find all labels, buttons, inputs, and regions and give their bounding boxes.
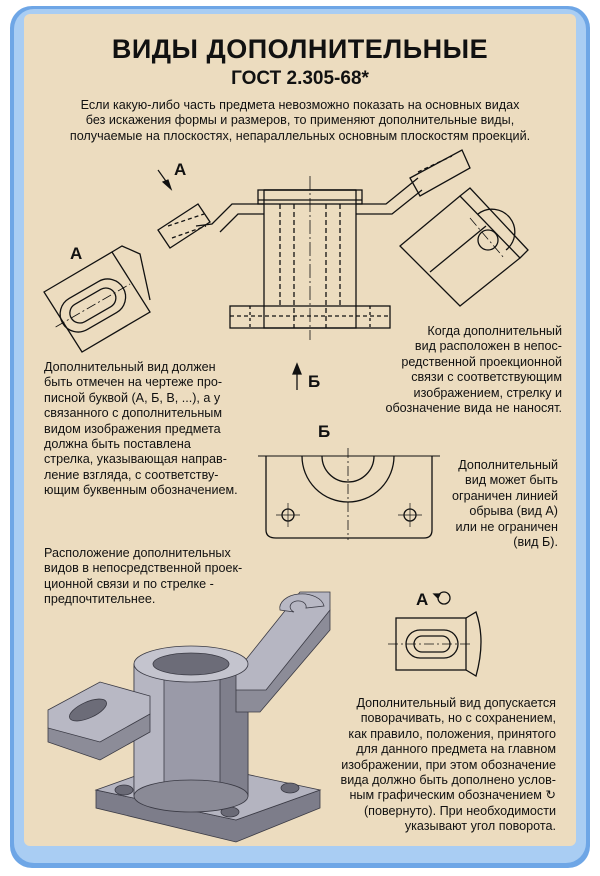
arrow-a-mark xyxy=(158,170,171,189)
note-line: быть отмечен на чертеже про- xyxy=(44,375,223,390)
note-line: писной буквой (А, Б, В, ...), а у xyxy=(44,390,221,405)
isometric-part-image xyxy=(48,592,330,842)
note-line: связанного с дополнительным xyxy=(44,406,222,421)
view-a-label: А xyxy=(70,244,83,263)
note-line: вид может быть xyxy=(465,473,558,488)
page-title: ВИДЫ ДОПОЛНИТЕЛЬНЫЕ xyxy=(111,34,489,64)
note-line: ющим буквенным обозначением. xyxy=(44,483,238,498)
arrow-a-label: А xyxy=(174,160,187,179)
intro-line: Если какую-либо часть предмета невозможно показать на основных видах xyxy=(80,98,520,112)
note-line: Когда дополнительный xyxy=(427,324,562,338)
note-line: (повернуто). При необходимости xyxy=(363,803,556,818)
note-placement xyxy=(44,546,274,608)
note-line: Расположение дополнительных xyxy=(44,546,231,560)
note-line: (вид Б). xyxy=(513,535,558,550)
note-line: ограничен линией xyxy=(451,488,558,503)
view-a-rotated-label: А xyxy=(416,590,429,609)
note-line: Дополнительный xyxy=(458,458,558,472)
note-line-text: ным графическим обозначением xyxy=(349,788,542,803)
note-line: или не ограничен xyxy=(455,519,558,534)
note-line: должна быть поставлена xyxy=(44,437,191,452)
note-line: ление взгляда, с соответству- xyxy=(44,467,219,482)
note-line: как правило, положения, принятого xyxy=(348,726,556,741)
note-line: Дополнительный вид допускается xyxy=(356,696,556,710)
note-line: редственной проекционной xyxy=(401,354,562,369)
note-line: стрелка, указывающая направ- xyxy=(44,452,227,467)
note-line: поворачивать, но с сохранением, xyxy=(360,711,556,726)
note-line: обрыва (вид А) xyxy=(469,504,558,519)
note-line: связи с соответствующим xyxy=(411,370,562,385)
note-line: видов в непосредственной проек- xyxy=(44,561,243,576)
view-b-drawing xyxy=(258,448,440,540)
view-a-rotated-drawing xyxy=(388,612,481,676)
note-line: изображением, стрелку и xyxy=(413,385,562,400)
page-subtitle: ГОСТ 2.305-68* xyxy=(231,68,369,89)
note-line: предпочтительнее. xyxy=(44,592,156,607)
note-line: видом изображения предмета xyxy=(44,421,221,436)
intro-line: без искажения формы и размеров, то применяют дополнительные виды, xyxy=(85,113,515,128)
view-right-drawing xyxy=(400,188,528,306)
rotation-symbol-icon xyxy=(434,592,450,604)
intro-line: получаемые на плоскостях, непараллельных основным плоскостям проекций. xyxy=(69,128,531,143)
intro-text xyxy=(40,98,560,144)
note-rotation xyxy=(316,696,556,835)
note-break-line xyxy=(430,458,558,550)
arrow-b-mark xyxy=(293,364,301,390)
view-b-label: Б xyxy=(318,422,331,441)
arrow-b-label: Б xyxy=(308,372,321,391)
note-line: изображении, при этом обозначение xyxy=(341,757,556,772)
note-line: Дополнительный вид должен xyxy=(44,360,216,374)
note-line: вида должно быть дополнено услов- xyxy=(340,773,556,788)
rotation-inline-icon: ↻ xyxy=(545,788,556,803)
note-line: обозначение вида не наносят. xyxy=(385,401,562,416)
note-line: вид расположен в непос- xyxy=(414,339,562,354)
note-line xyxy=(316,788,556,803)
main-drawing xyxy=(158,150,470,340)
note-designation xyxy=(44,360,274,499)
note-projection-link xyxy=(350,324,562,416)
note-line: ционной связи и по стрелке - xyxy=(44,576,214,591)
view-a-drawing xyxy=(44,246,150,352)
note-line: для данного предмета на главном xyxy=(356,742,556,757)
note-line: указывают угол поворота. xyxy=(404,819,556,834)
